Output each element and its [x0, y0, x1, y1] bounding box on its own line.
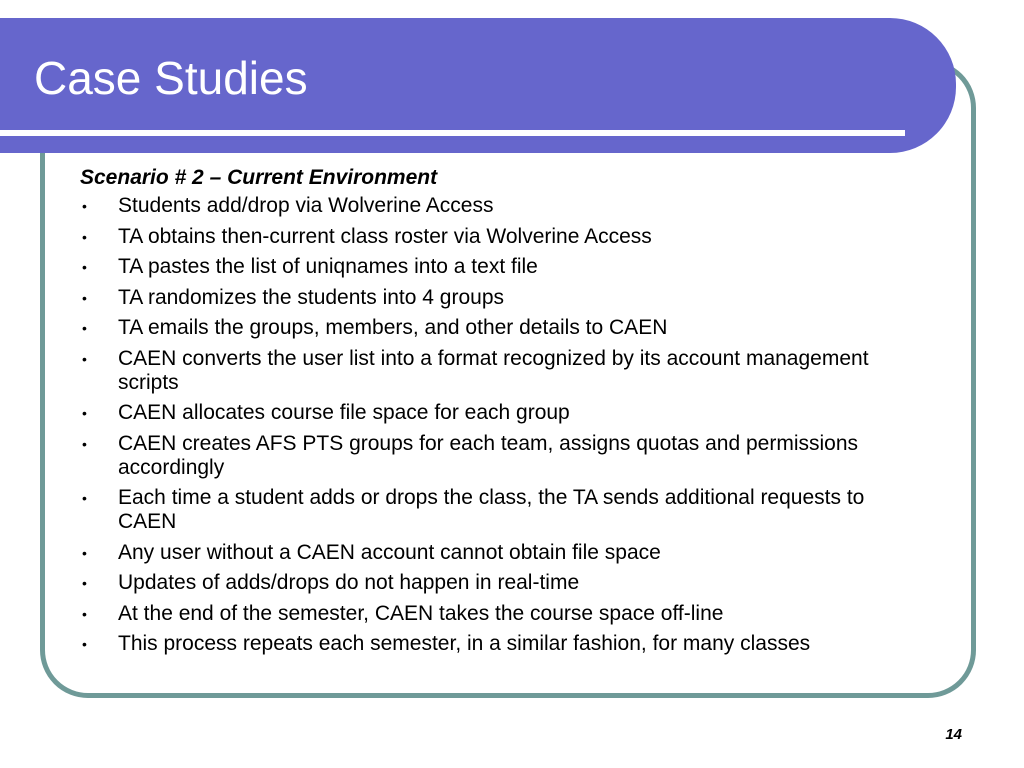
bullet-text: Any user without a CAEN account cannot obtain file space — [118, 540, 661, 564]
title-underline — [0, 130, 905, 136]
bullet-item — [80, 571, 910, 595]
bullet-text: This process repeats each semester, in a similar fashion, for many classes — [118, 632, 811, 655]
bullet-text: Each time a student adds or drops the class, the TA sends additional requests to CAEN — [118, 486, 865, 533]
bullet-dot-icon: • — [82, 228, 87, 245]
bullet-dot-icon: • — [82, 405, 87, 421]
bullet-dot-icon: • — [82, 575, 87, 591]
bullet-item — [80, 541, 910, 565]
bullet-text: CAEN allocates course file space for each group — [118, 401, 570, 424]
slide-body — [80, 164, 910, 663]
bullet-dot-icon: • — [82, 544, 87, 561]
bullet-dot-icon: • — [82, 350, 87, 367]
bullet-list — [80, 194, 910, 656]
bullet-text: CAEN creates AFS PTS groups for each team, assigns quotas and permissions accordingly — [118, 431, 859, 479]
bullet-text: Students add/drop via Wolverine Access — [118, 194, 494, 217]
bullet-item — [80, 255, 910, 279]
bullet-item — [80, 632, 910, 656]
bullet-text: Updates of adds/drops do not happen in real-time — [118, 571, 580, 594]
bullet-text: TA pastes the list of uniqnames into a text file — [118, 255, 538, 278]
bullet-item — [80, 347, 910, 395]
bullet-dot-icon: • — [82, 320, 87, 336]
bullet-item — [80, 286, 910, 310]
bullet-dot-icon: • — [82, 636, 87, 652]
bullet-item — [80, 432, 910, 480]
bullet-item — [80, 194, 910, 218]
bullet-text: TA randomizes the students into 4 groups — [118, 285, 504, 309]
bullet-item — [80, 486, 910, 534]
bullet-dot-icon: • — [82, 289, 87, 306]
bullet-text: TA obtains then-current class roster via Wolverine Access — [118, 224, 652, 248]
bullet-dot-icon: • — [82, 605, 87, 622]
bullet-dot-icon: • — [82, 198, 87, 214]
bullet-item — [80, 602, 910, 626]
bullet-item — [80, 401, 910, 425]
slide-title: Case Studies — [34, 52, 308, 104]
bullet-dot-icon: • — [82, 435, 87, 452]
bullet-text: TA emails the groups, members, and other details to CAEN — [118, 316, 668, 339]
bullet-dot-icon: • — [82, 259, 87, 275]
bullet-item — [80, 316, 910, 340]
page-number: 14 — [945, 726, 962, 743]
scenario-heading: Scenario # 2 – Current Environment — [80, 166, 438, 189]
bullet-text: At the end of the semester, CAEN takes the course space off-line — [118, 601, 724, 625]
bullet-dot-icon: • — [82, 490, 87, 506]
bullet-text: CAEN converts the user list into a format recognized by its account management scripts — [118, 346, 869, 394]
bullet-item — [80, 225, 910, 249]
